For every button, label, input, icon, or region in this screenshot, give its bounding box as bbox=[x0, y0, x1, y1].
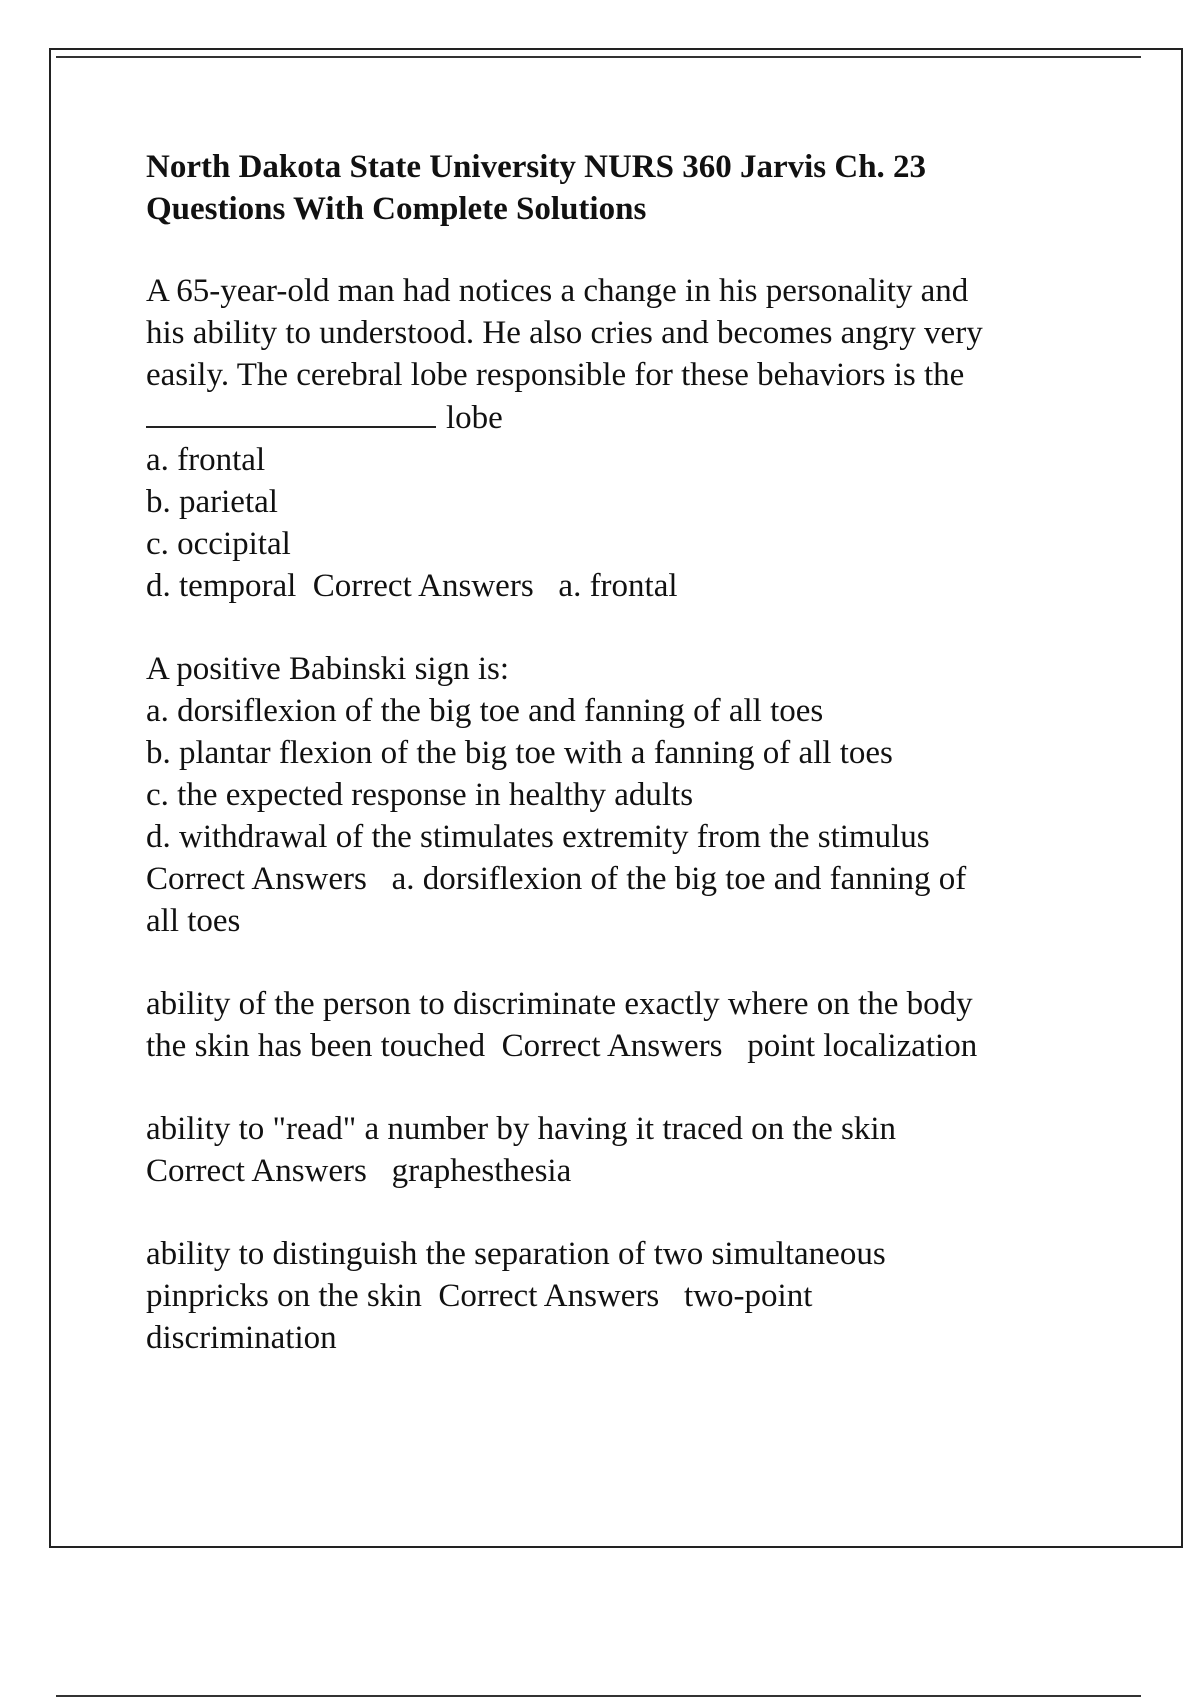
question-3-stem-line-2: the skin has been touched bbox=[146, 1028, 486, 1064]
question-1-stem-line-2: his ability to understood. He also cries and becomes angry very bbox=[146, 315, 983, 351]
top-rule bbox=[56, 56, 1141, 58]
question-1-stem-line-3: easily. The cerebral lobe responsible for these behaviors is the bbox=[146, 357, 965, 393]
question-1-option-c: c. occipital bbox=[146, 526, 291, 562]
question-4-stem: ability to "read" a number by having it traced on the skin bbox=[146, 1111, 896, 1147]
question-4-answer-label: Correct Answers bbox=[146, 1153, 367, 1189]
question-2-option-d: d. withdrawal of the stimulates extremity from the stimulus bbox=[146, 819, 930, 855]
question-2 bbox=[146, 648, 1086, 942]
question-4-answer-line bbox=[146, 1150, 1086, 1192]
question-5-stem-line-2-row bbox=[146, 1275, 1086, 1317]
question-1-option-d: d. temporal bbox=[146, 568, 297, 604]
question-5 bbox=[146, 1233, 1086, 1359]
fill-in-blank bbox=[146, 396, 436, 428]
question-3-answer-label: Correct Answers bbox=[501, 1028, 723, 1064]
question-5-answer-part-1: two-point bbox=[684, 1278, 813, 1314]
question-1-answer: a. frontal bbox=[558, 568, 678, 604]
question-1 bbox=[146, 270, 1086, 607]
question-4 bbox=[146, 1108, 1086, 1192]
document-title bbox=[146, 146, 1086, 230]
bottom-rule bbox=[56, 1695, 1141, 1697]
question-5-answer-part-2: discrimination bbox=[146, 1320, 337, 1356]
title-line-1: North Dakota State University NURS 360 Jarvis Ch. 23 bbox=[146, 149, 927, 185]
question-5-answer-label: Correct Answers bbox=[438, 1278, 660, 1314]
question-2-answer-part-2: all toes bbox=[146, 903, 241, 939]
question-2-option-b: b. plantar flexion of the big toe with a fanning of all toes bbox=[146, 735, 893, 771]
question-1-blank-line bbox=[146, 396, 1086, 439]
question-3-stem-line-1: ability of the person to discriminate exactly where on the body bbox=[146, 986, 973, 1022]
question-2-answer-part-1: a. dorsiflexion of the big toe and fanning of bbox=[391, 861, 967, 897]
question-1-option-d-line bbox=[146, 565, 1086, 607]
title-line-2: Questions With Complete Solutions bbox=[146, 191, 647, 227]
question-1-answer-label: Correct Answers bbox=[312, 568, 534, 604]
question-1-option-a: a. frontal bbox=[146, 442, 266, 478]
question-3-stem-line-2-row bbox=[146, 1025, 1086, 1067]
document-body bbox=[146, 146, 1086, 1400]
question-5-stem-line-2: pinpricks on the skin bbox=[146, 1278, 422, 1314]
question-1-option-b: b. parietal bbox=[146, 484, 278, 520]
question-1-blank-suffix: lobe bbox=[446, 400, 503, 436]
question-1-stem-line-1: A 65-year-old man had notices a change in his personality and bbox=[146, 273, 969, 309]
question-2-answer-label: Correct Answers bbox=[146, 861, 367, 897]
question-3 bbox=[146, 983, 1086, 1067]
question-2-stem: A positive Babinski sign is: bbox=[146, 651, 510, 687]
question-2-option-c: c. the expected response in healthy adults bbox=[146, 777, 694, 813]
question-2-answer-line bbox=[146, 858, 1086, 900]
question-4-answer: graphesthesia bbox=[391, 1153, 572, 1189]
question-3-answer: point localization bbox=[747, 1028, 978, 1064]
question-5-stem-line-1: ability to distinguish the separation of two simultaneous bbox=[146, 1236, 886, 1272]
question-2-option-a: a. dorsiflexion of the big toe and fanning of all toes bbox=[146, 693, 824, 729]
